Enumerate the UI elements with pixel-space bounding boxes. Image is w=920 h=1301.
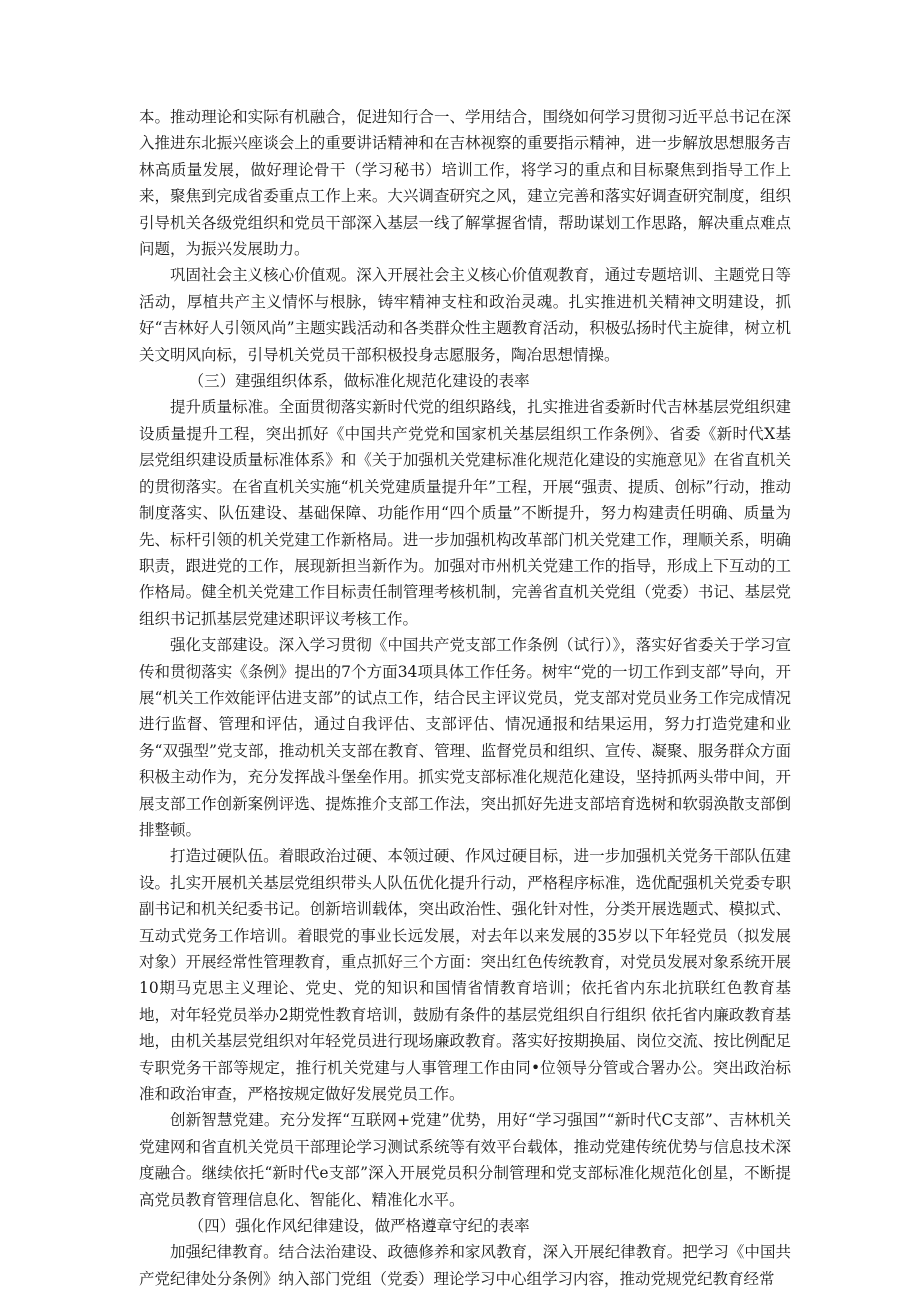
body-paragraph-smart-party-building: 创新智慧党建。充分发挥“互联网+党建”优势，用好“学习强国”“新时代C支部”、吉林机关党建网和省直机关党员干部理论学习测试系统等有效平台载体，推动党建传统优势与信息技术深度融合。继续依托“新时代e支部”深入开展党员积分制管理和党支部标准化规范化创星，不断提高党员教育管理信息化、智能化、精准化水平。: [139, 1111, 791, 1209]
section-heading-organization: （三）建强组织体系，做标准化规范化建设的表率: [188, 372, 530, 391]
body-paragraph-branch-building: 强化支部建设。深入学习贯彻《中国共产党支部工作条例（试行）》，落实好省委关于学习宣传和贯彻落实《条例》提出的7个方面34项具体工作任务。树牢“党的一切工作到支部”导向，开展“机关工作效能评估进支部”的试点工作，结合民主评议党员，党支部对党员业务工作完成情况进行监督、管理和评估，通过自我评估、支部评估、情况通报和结果运用，努力打造党建和业务“双强型”党支部，推动机关支部在教育、管理、监督党员和组织、宣传、凝聚、服务群众方面积极主动作为，充分发挥战斗堡垒作用。抓实党支部标准化规范化建设，坚持抓两头带中间，开展支部工作创新案例评选、提炼推介支部工作法，突出抓好先进支部培育选树和软弱涣散支部倒排整顿。: [139, 636, 791, 839]
section-heading-discipline: （四）强化作风纪律建设，做严格遵章守纪的表率: [188, 1217, 530, 1236]
body-paragraph-quality-standards: 提升质量标准。全面贯彻落实新时代党的组织路线，扎实推进省委新时代吉林基层党组织建设质量提升工程，突出抓好《中国共产党党和国家机关基层组织工作条例》、省委《新时代X基层党组织建设质量标准体系》和《关于加强机关党建标准化规范化建设的实施意见》在省直机关的贯彻落实。在省直机关实施“机关党建质量提升年”工程，开展“强责、提质、创标”行动，推动制度落实、队伍建设、基础保障、功能作用“四个质量”不断提升，努力构建责任明确、质量为先、标杆引领的机关党建工作新格局。进一步加强机构改革部门机关党建工作，理顺关系，明确职责，跟进党的工作，展现新担当新作为。加强对市州机关党建工作的指导，形成上下互动的工作格局。健全机关党建工作目标责任制管理考核机制，完善省直机关党组（党委）书记、基层党组织书记抓基层党建述职评议考核工作。: [139, 398, 791, 628]
body-paragraph-core-values: 巩固社会主义核心价值观。深入开展社会主义核心价值观教育，通过专题培训、主题党日等活动，厚植共产主义情怀与根脉，铸牢精神支柱和政治灵魂。扎实推进机关精神文明建设，抓好“吉林好人引领风尚”主题实践活动和各类群众性主题教育活动，积极弘扬时代主旋律，树立机关文明风向标，引导机关党员干部积极投身志愿服务，陶冶思想情操。: [139, 266, 791, 364]
body-paragraph-discipline-education: 加强纪律教育。结合法治建设、政德修养和家风教育，深入开展纪律教育。把学习《中国共产党纪律处分条例》纳入部门党组（党委）理论学习中心组学习内容，推动党规党纪教育经常: [139, 1243, 791, 1288]
body-paragraph-continued: 本。推动理论和实际有机融合，促进知行合一、学用结合，围绕如何学习贯彻习近平总书记在深入推进东北振兴座谈会上的重要讲话精神和在吉林视察的重要指示精神，进一步解放思想服务吉林高质量发展，做好理论骨干（学习秘书）培训工作，将学习的重点和目标聚焦到指导工作上来，聚焦到完成省委重点工作上来。大兴调查研究之风，建立完善和落实好调查研究制度，组织引导机关各级党组织和党员干部深入基层一线了解掌握省情，帮助谋划工作思路，解决重点难点问题，为振兴发展助力。: [139, 108, 791, 259]
document-page: [139, 104, 791, 1292]
body-paragraph-team-building: 打造过硬队伍。着眼政治过硬、本领过硬、作风过硬目标，进一步加强机关党务干部队伍建设。扎实开展机关基层党组织带头人队伍优化提升行动，严格程序标准，选优配强机关党委专职副书记和机关纪委书记。创新培训载体，突出政治性、强化针对性，分类开展选题式、模拟式、互动式党务工作培训。着眼党的事业长远发展，对去年以来发展的35岁以下年轻党员（拟发展对象）开展经常性管理教育，重点抓好三个方面：突出红色传统教育，对党员发展对象系统开展10期马克思主义理论、党史、党的知识和国情省情教育培训；依托省内东北抗联红色教育基地，对年轻党员举办2期党性教育培训，鼓励有条件的基层党组织自行组织 依托省内廉政教育基地，由机关基层党组织对年轻党员进行现场廉政教育。落实好按期换届、岗位交流、按比例配足专职党务干部等规定，推行机关党建与人事管理工作由同•位领导分管或合署办公。突出政治标准和政治审查，严格按规定做好发展党员工作。: [139, 847, 791, 1104]
